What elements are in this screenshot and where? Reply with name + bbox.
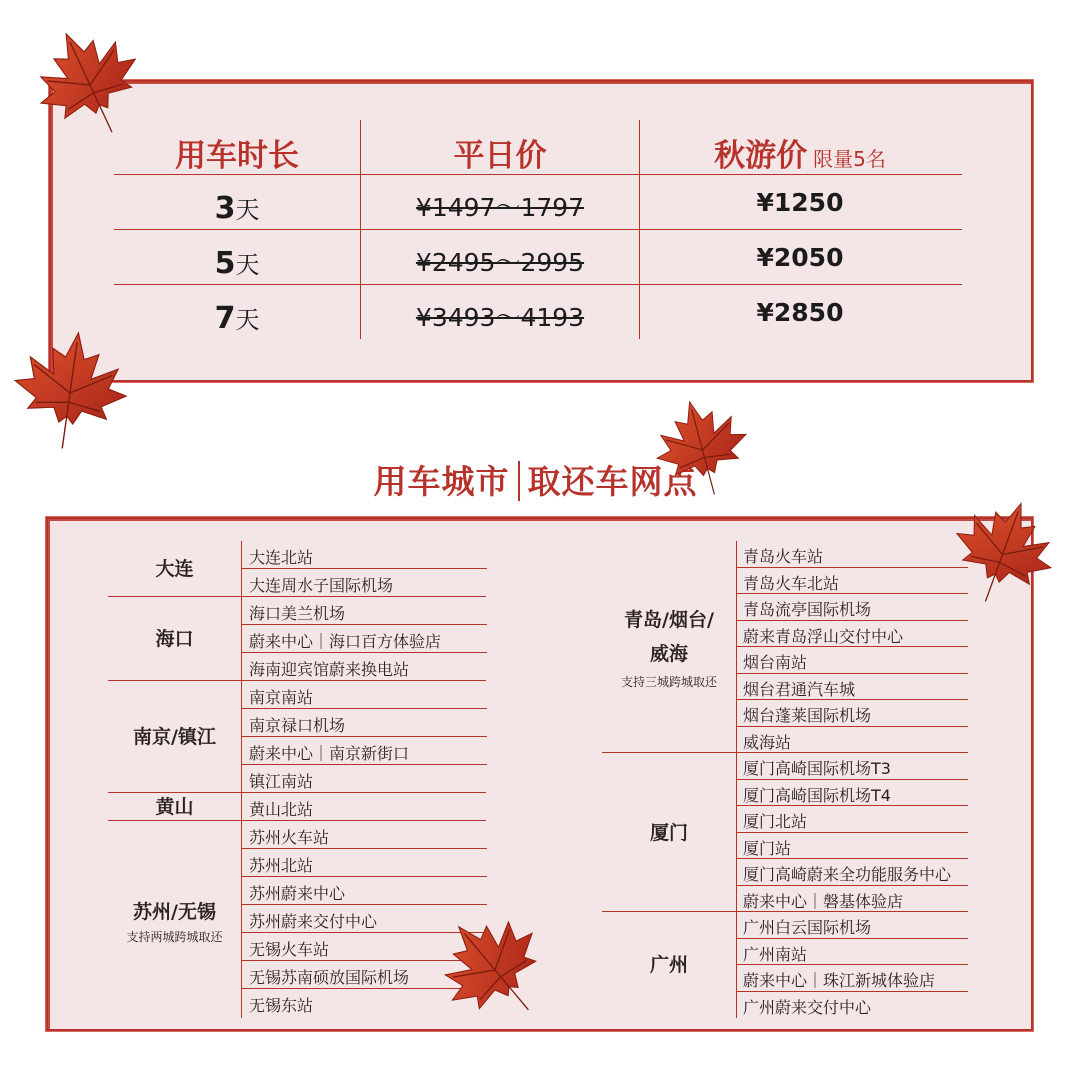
row-separator [241, 624, 487, 625]
station-name: 广州蔚来交付中心 [743, 997, 872, 1017]
row-separator [736, 805, 968, 806]
row-separator [736, 726, 968, 727]
station-name: 青岛流亭国际机场 [743, 600, 872, 619]
station-name: 烟台君通汽车城 [743, 679, 856, 699]
row-separator [736, 832, 968, 833]
maple-leaf-icon [425, 905, 565, 1035]
city-name: 黄山 [155, 796, 194, 818]
row-separator [241, 568, 487, 569]
promo-price: ¥2050 [756, 243, 844, 272]
maple-leaf-icon [25, 10, 155, 160]
station-name: 厦门高崎国际机场T4 [743, 785, 891, 805]
station-name: 无锡火车站 [249, 940, 330, 959]
city-name: 大连 [155, 558, 194, 580]
title-divider [518, 461, 520, 501]
city-note: 支持三城跨城取还 [620, 675, 717, 689]
price-panel [49, 80, 1033, 382]
row-separator [241, 876, 487, 877]
row-separator [736, 593, 968, 594]
station-name: 厦门高崎国际机场T3 [743, 759, 891, 778]
station-name: 蔚来青岛浮山交付中心 [743, 626, 904, 646]
station-name: 青岛火车站 [743, 547, 824, 566]
city-note: 支持两城跨城取还 [126, 930, 223, 944]
price-row-line [114, 229, 962, 230]
duration-cell [114, 190, 360, 226]
row-separator [241, 708, 487, 709]
station-name: 蔚来中心｜南京新街口 [249, 744, 410, 763]
station-name: 蔚来中心｜磐基体验店 [743, 891, 904, 911]
station-name: 大连北站 [249, 548, 314, 567]
duration-cell [114, 300, 360, 336]
row-separator [241, 736, 487, 737]
price-row-line [114, 284, 962, 285]
station-name: 威海站 [743, 732, 792, 752]
section-title-right: 取还车网点 [527, 462, 698, 501]
station-name: 无锡苏南硕放国际机场 [249, 968, 410, 987]
section-title [0, 456, 1071, 503]
station-name: 蔚来中心｜海口百方体验店 [249, 632, 442, 651]
duration-unit: 天 [235, 306, 260, 334]
regular-price: ¥3493～4193 [415, 303, 585, 332]
station-name: 海南迎宾馆蔚来换电站 [249, 660, 410, 679]
city-separator [602, 911, 968, 912]
row-separator [736, 885, 968, 886]
station-name: 镇江南站 [249, 772, 314, 791]
city-separator [108, 680, 486, 681]
row-separator [736, 779, 968, 780]
station-name: 烟台蓬莱国际机场 [743, 706, 872, 725]
station-name: 苏州北站 [249, 856, 314, 875]
maple-leaf-icon [0, 318, 140, 468]
station-name: 苏州火车站 [249, 828, 330, 847]
station-name: 南京禄口机场 [249, 716, 346, 735]
station-name: 厦门站 [743, 838, 792, 858]
station-name: 蔚来中心｜珠江新城体验店 [743, 971, 936, 990]
row-separator [736, 858, 968, 859]
city-name: 厦门 [649, 821, 688, 844]
station-name: 无锡东站 [249, 996, 314, 1015]
duration-days: 3 [214, 191, 236, 226]
station-name: 黄山北站 [249, 800, 314, 819]
station-name: 南京南站 [249, 688, 314, 707]
row-separator [736, 620, 968, 621]
regular-price: ¥1497～1797 [415, 193, 585, 222]
left-column-divider [241, 541, 242, 1018]
row-separator [241, 652, 487, 653]
city-separator [602, 752, 968, 753]
row-separator [736, 567, 968, 568]
city-name: 威海 [649, 643, 688, 665]
city-name: 南京/镇江 [133, 726, 216, 748]
row-separator [736, 938, 968, 939]
city-name: 广州 [649, 954, 688, 976]
header-regular-price: 平日价 [453, 138, 547, 174]
promo-limit-note: 限量5名 [813, 147, 886, 171]
station-name: 青岛火车北站 [743, 573, 840, 593]
duration-unit: 天 [235, 196, 260, 224]
city-separator [108, 596, 486, 597]
station-name: 苏州蔚来交付中心 [249, 912, 378, 931]
station-name: 厦门高崎蔚来全功能服务中心 [743, 865, 952, 884]
header-promo-price [640, 130, 960, 175]
duration-days: 5 [214, 246, 236, 281]
city-name: 青岛/烟台/ [624, 609, 714, 631]
regular-price: ¥2495～2995 [415, 248, 585, 277]
row-separator [736, 699, 968, 700]
station-name: 海口美兰机场 [249, 604, 346, 623]
row-separator [736, 673, 968, 674]
row-separator [736, 964, 968, 965]
row-separator [736, 991, 968, 992]
row-separator [241, 764, 487, 765]
row-separator [736, 646, 968, 647]
duration-days: 7 [214, 301, 236, 336]
city-name: 海口 [155, 628, 194, 650]
promo-price: ¥1250 [756, 188, 844, 217]
duration-unit: 天 [235, 251, 260, 279]
station-name: 广州白云国际机场 [743, 918, 872, 937]
station-name: 烟台南站 [743, 653, 808, 672]
section-title-left: 用车城市 [373, 462, 510, 501]
maple-leaf-icon [645, 385, 760, 515]
city-name: 苏州/无锡 [133, 901, 216, 923]
header-promo-label: 秋游价 [714, 138, 808, 174]
promo-price: ¥2850 [756, 298, 844, 327]
header-duration: 用车时长 [175, 138, 299, 174]
duration-cell [114, 245, 360, 281]
station-name: 苏州蔚来中心 [249, 884, 346, 903]
station-name: 厦门北站 [743, 812, 808, 831]
station-name: 大连周水子国际机场 [249, 576, 394, 595]
row-separator [241, 848, 487, 849]
station-name: 广州南站 [743, 944, 808, 964]
maple-leaf-icon [940, 487, 1065, 622]
